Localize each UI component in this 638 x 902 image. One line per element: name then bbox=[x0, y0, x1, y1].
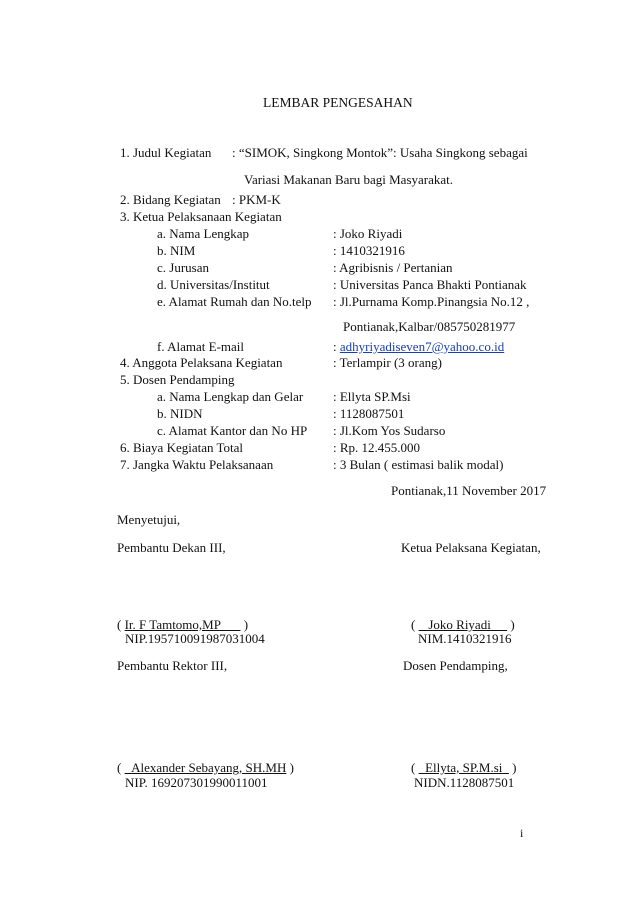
dosen-alamat-value: : Jl.Kom Yos Sudarso bbox=[333, 423, 446, 438]
pembantu-rektor-name: Alexander Sebayang, SH.MH bbox=[131, 760, 287, 775]
ketua-nim: NIM.1410321916 bbox=[418, 631, 512, 646]
anggota-label: 4. Anggota Pelaksana Kegiatan bbox=[120, 355, 283, 370]
pembantu-dekan-nip: NIP.195710091987031004 bbox=[125, 631, 265, 646]
ketua-jurusan-label: c. Jurusan bbox=[157, 260, 209, 275]
bidang-value: : PKM-K bbox=[232, 192, 281, 207]
ketua-alamat-value: : Jl.Purnama Komp.Pinangsia No.12 , bbox=[333, 294, 530, 309]
biaya-label: 6. Biaya Kegiatan Total bbox=[120, 440, 244, 455]
dosen-signature: ( Ellyta, SP.M.si ) bbox=[411, 760, 517, 775]
pembantu-dekan-name: Ir. F Tamtomo,MP bbox=[124, 617, 221, 632]
email-prefix: : bbox=[333, 339, 340, 354]
ketua-universitas-label: d. Universitas/Institut bbox=[157, 277, 270, 292]
pembantu-rektor-signature: ( Alexander Sebayang, SH.MH ) bbox=[117, 760, 294, 775]
ketua-nama-value: : Joko Riyadi bbox=[333, 226, 403, 241]
jangka-value: : 3 Bulan ( estimasi balik modal) bbox=[333, 457, 504, 472]
ketua-pelaksana-title: Ketua Pelaksana Kegiatan, bbox=[401, 540, 541, 555]
place-date: Pontianak,11 November 2017 bbox=[391, 483, 547, 498]
dosen-nama-label: a. Nama Lengkap dan Gelar bbox=[157, 389, 304, 404]
ketua-name: Joko Riyadi bbox=[428, 617, 491, 632]
page-number: i bbox=[520, 826, 524, 840]
dosen-nidn-label: b. NIDN bbox=[157, 406, 203, 421]
dosen-alamat-label: c. Alamat Kantor dan No HP bbox=[157, 423, 308, 438]
jangka-label: 7. Jangka Waktu Pelaksanaan bbox=[120, 457, 274, 472]
ketua-nim-label: b. NIM bbox=[157, 243, 196, 258]
dosen-heading: 5. Dosen Pendamping bbox=[120, 372, 235, 387]
biaya-value: : Rp. 12.455.000 bbox=[333, 440, 421, 455]
ketua-heading: 3. Ketua Pelaksanaan Kegiatan bbox=[120, 209, 282, 224]
pembantu-rektor-nip: NIP. 169207301990011001 bbox=[125, 775, 268, 790]
menyetujui-label: Menyetujui, bbox=[117, 512, 181, 527]
ketua-email-label: f. Alamat E-mail bbox=[157, 339, 245, 354]
judul-label: 1. Judul Kegiatan bbox=[120, 145, 212, 160]
pembantu-rektor-title: Pembantu Rektor III, bbox=[117, 658, 228, 673]
dosen-pendamping-title: Dosen Pendamping, bbox=[403, 658, 508, 673]
ketua-signature: ( Joko Riyadi ) bbox=[411, 617, 515, 632]
ketua-alamat-value-line2: Pontianak,Kalbar/085750281977 bbox=[343, 319, 516, 334]
ketua-jurusan-value: : Agribisnis / Pertanian bbox=[333, 260, 453, 275]
pembantu-dekan-title: Pembantu Dekan III, bbox=[117, 540, 226, 555]
anggota-value: : Terlampir (3 orang) bbox=[333, 355, 442, 370]
dosen-name: Ellyta, SP.M.si bbox=[425, 760, 503, 775]
email-link[interactable]: adhyriyadiseven7@yahoo.co.id bbox=[339, 339, 505, 354]
dosen-nidn: NIDN.1128087501 bbox=[414, 775, 515, 790]
judul-value-line2: Variasi Makanan Baru bagi Masyarakat. bbox=[244, 172, 454, 187]
page-title: LEMBAR PENGESAHAN bbox=[263, 95, 413, 110]
ketua-alamat-label: e. Alamat Rumah dan No.telp bbox=[157, 294, 312, 309]
dosen-nidn-value: : 1128087501 bbox=[333, 406, 405, 421]
ketua-email-row bbox=[333, 339, 504, 355]
ketua-nim-value: : 1410321916 bbox=[333, 243, 405, 258]
pembantu-dekan-signature: ( Ir. F Tamtomo,MP ) bbox=[117, 617, 249, 632]
bidang-label: 2. Bidang Kegiatan bbox=[120, 192, 221, 207]
judul-value-line1: : “SIMOK, Singkong Montok”: Usaha Singkong sebagai bbox=[232, 145, 528, 160]
ketua-nama-label: a. Nama Lengkap bbox=[157, 226, 250, 241]
ketua-universitas-value: : Universitas Panca Bhakti Pontianak bbox=[333, 277, 527, 292]
dosen-nama-value: : Ellyta SP.Msi bbox=[333, 389, 411, 404]
